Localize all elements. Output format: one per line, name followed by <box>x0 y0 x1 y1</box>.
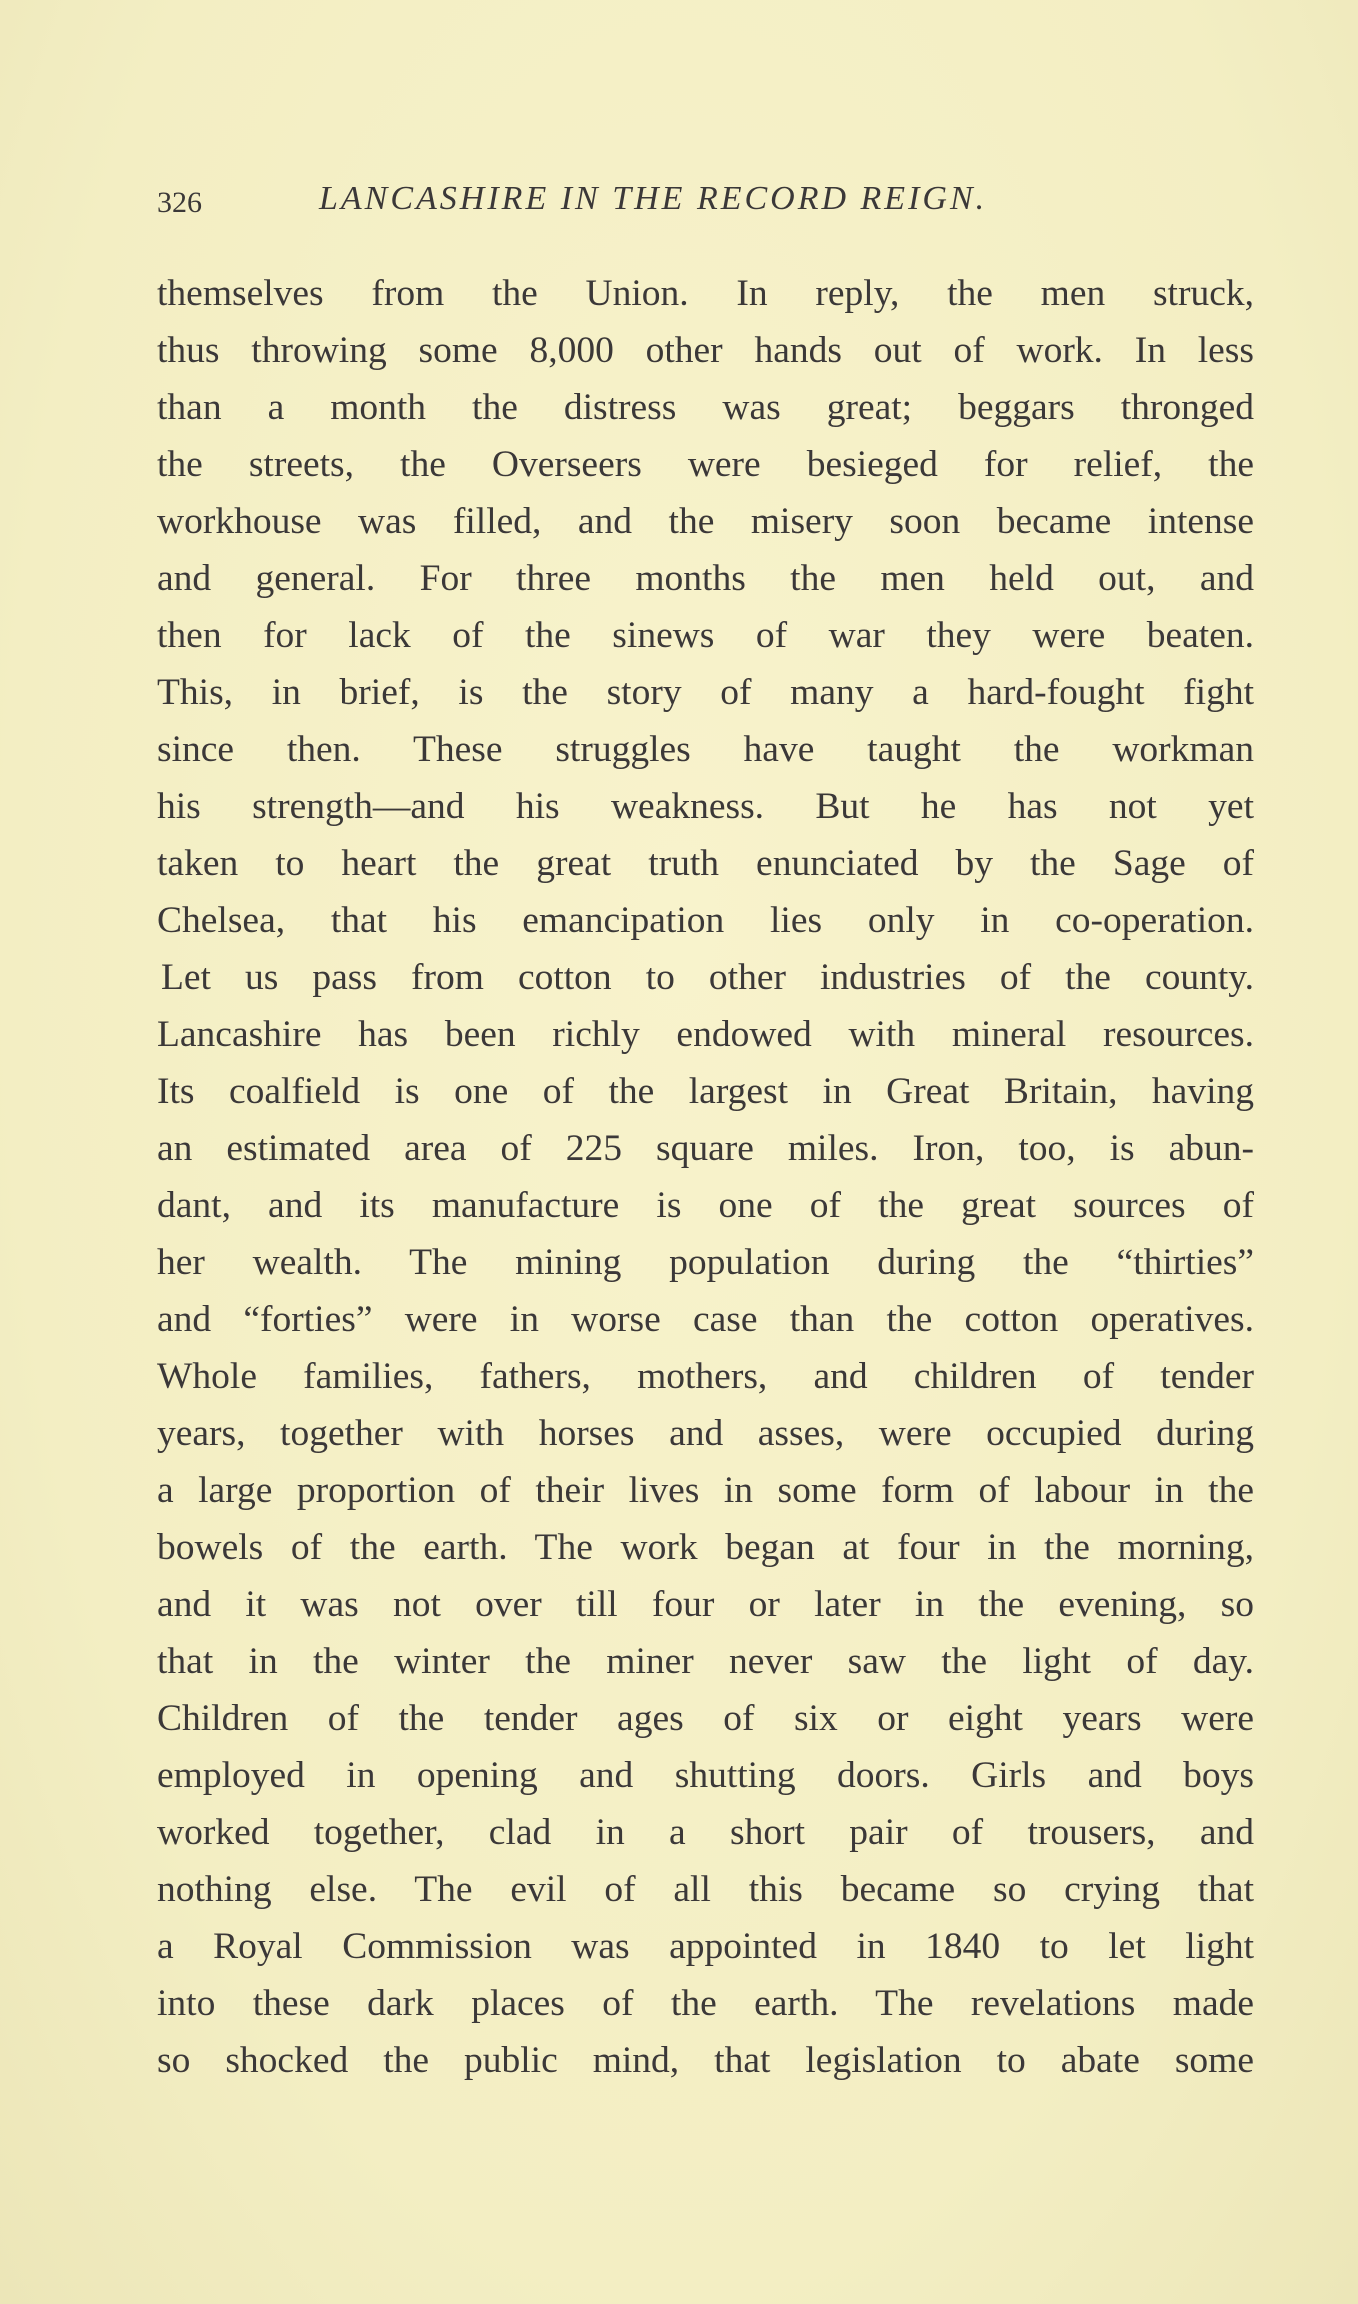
text-line: taken to heart the great truth enunciated by the Sage of <box>157 843 1254 884</box>
text-line: a large proportion of their lives in some form of labour in the <box>157 1470 1254 1511</box>
text-line: dant, and its manufacture is one of the great sources of <box>157 1185 1254 1226</box>
text-line: This, in brief, is the story of many a hard-fought fight <box>157 672 1254 713</box>
page-header <box>157 180 1257 230</box>
text-line: his strength—and his weakness. But he has not yet <box>157 786 1254 827</box>
text-line: the streets, the Overseers were besieged for relief, the <box>157 444 1254 485</box>
text-line: then for lack of the sinews of war they were beaten. <box>157 615 1254 656</box>
text-line: and general. For three months the men held out, and <box>157 558 1254 599</box>
text-line: Its coalfield is one of the largest in Great Britain, having <box>157 1071 1254 1112</box>
text-line: Chelsea, that his emancipation lies only in co-operation. <box>157 900 1254 941</box>
text-line: so shocked the public mind, that legislation to abate some <box>157 2040 1254 2081</box>
body-text <box>157 265 1254 2089</box>
text-line: an estimated area of 225 square miles. Iron, too, is abun- <box>157 1128 1254 1169</box>
text-line: since then. These struggles have taught the workman <box>157 729 1254 770</box>
text-line: years, together with horses and asses, were occupied during <box>157 1413 1254 1454</box>
text-line: nothing else. The evil of all this became so crying that <box>157 1869 1254 1910</box>
text-line: Whole families, fathers, mothers, and children of tender <box>157 1356 1254 1397</box>
text-line: Children of the tender ages of six or eight years were <box>157 1698 1254 1739</box>
text-line: and it was not over till four or later in the evening, so <box>157 1584 1254 1625</box>
running-title: LANCASHIRE IN THE RECORD REIGN. <box>319 180 988 217</box>
text-line: and “forties” were in worse case than the cotton operatives. <box>157 1299 1254 1340</box>
text-line: employed in opening and shutting doors. Girls and boys <box>157 1755 1254 1796</box>
text-line: themselves from the Union. In reply, the men struck, <box>157 273 1254 314</box>
text-line: bowels of the earth. The work began at four in the morning, <box>157 1527 1254 1568</box>
text-line: thus throwing some 8,000 other hands out of work. In less <box>157 330 1254 371</box>
text-line: Let us pass from cotton to other industries of the county. <box>161 957 1254 998</box>
text-line: her wealth. The mining population during the “thirties” <box>157 1242 1254 1283</box>
text-line: into these dark places of the earth. The revelations made <box>157 1983 1254 2024</box>
text-line: workhouse was filled, and the misery soon became intense <box>157 501 1254 542</box>
text-line: a Royal Commission was appointed in 1840 to let light <box>157 1926 1254 1967</box>
page-number: 326 <box>157 186 202 219</box>
text-line: that in the winter the miner never saw the light of day. <box>157 1641 1254 1682</box>
text-line: than a month the distress was great; beggars thronged <box>157 387 1254 428</box>
text-line: Lancashire has been richly endowed with mineral resources. <box>157 1014 1254 1055</box>
text-line: worked together, clad in a short pair of trousers, and <box>157 1812 1254 1853</box>
